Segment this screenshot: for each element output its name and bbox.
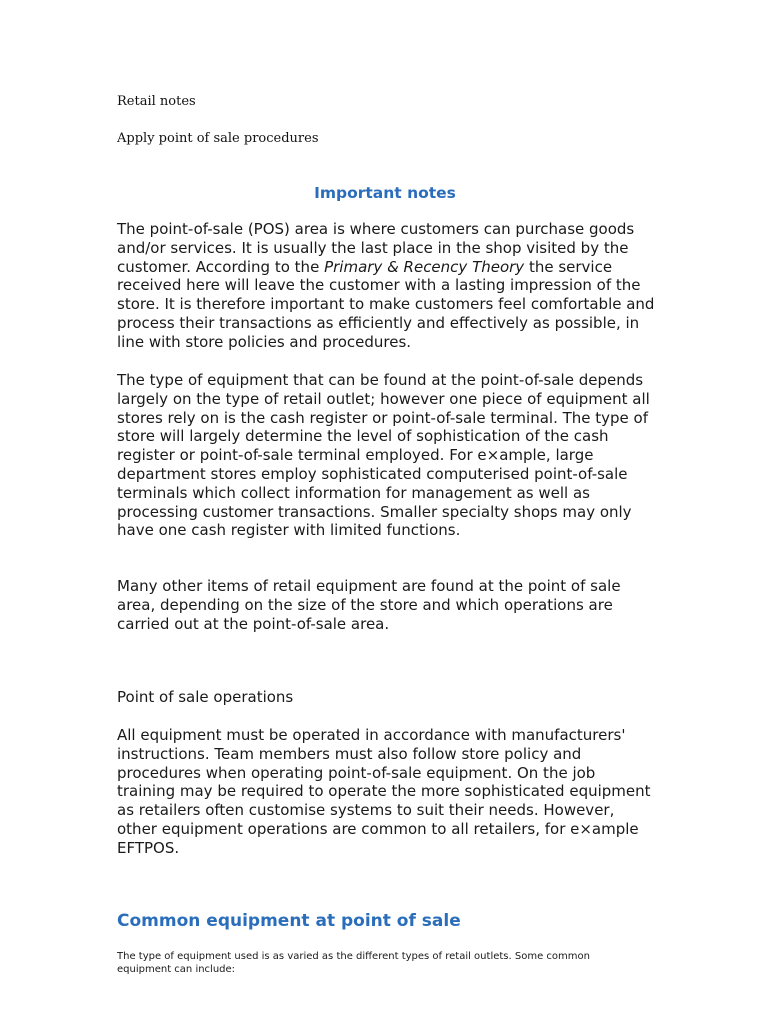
doc-subtitle: Apply point of sale procedures [117, 131, 319, 146]
important-notes-heading: Important notes [314, 184, 456, 202]
paragraph-operations: All equipment must be operated in accordance with manufacturers' instructions. Team members must also follow store policy and procedures when operating point-of-sale equipment. On the job training may be required to operate the more sophisticated equipment as retailers often customise systems to suit their needs. However, other equipment operations are common to all retailers, for e×ample EFTPOS. [117, 726, 651, 857]
paragraph-other-items: Many other items of retail equipment are found at the point of sale area, depending on the size of the store and which operations are carried out at the point-of-sale area. [117, 577, 621, 633]
doc-title: Retail notes [117, 94, 196, 109]
paragraph-pos-area-text-a: The point-of-sale (POS) area is where customers can purchase goods and/or services. It is usually the last place in the shop visited by the customer. According to the [117, 220, 635, 276]
common-equipment-heading: Common equipment at point of sale [117, 911, 461, 931]
paragraph-pos-area-text-b: the service received here will leave the customer with a lasting impression of the store. It is therefore important to make customers feel comfortable and process their transactions as efficiently and effectively as possible, in line with store policies and procedures. [117, 257, 655, 351]
paragraph-equipment-types: The type of equipment that can be found at the point-of-sale depends largely on the type of retail outlet; however one piece of equipment all stores rely on is the cash register or point-of-sale terminal. The type of store will largely determine the level of sophistication of the cash register or point-of-sale terminal employed. For e×ample, large department stores employ sophisticated computerised point-of-sale terminals which collect information for management as well as processing customer transactions. Smaller specialty shops may only have one cash register with limited functions. [117, 371, 650, 540]
paragraph-pos-area [117, 220, 657, 352]
primary-recency-theory: Primary & Recency Theory [324, 257, 525, 276]
common-equipment-intro: The type of equipment used is as varied as the different types of retail outlets. Some common equipment can include: [117, 951, 590, 975]
pos-operations-heading: Point of sale operations [117, 688, 294, 706]
